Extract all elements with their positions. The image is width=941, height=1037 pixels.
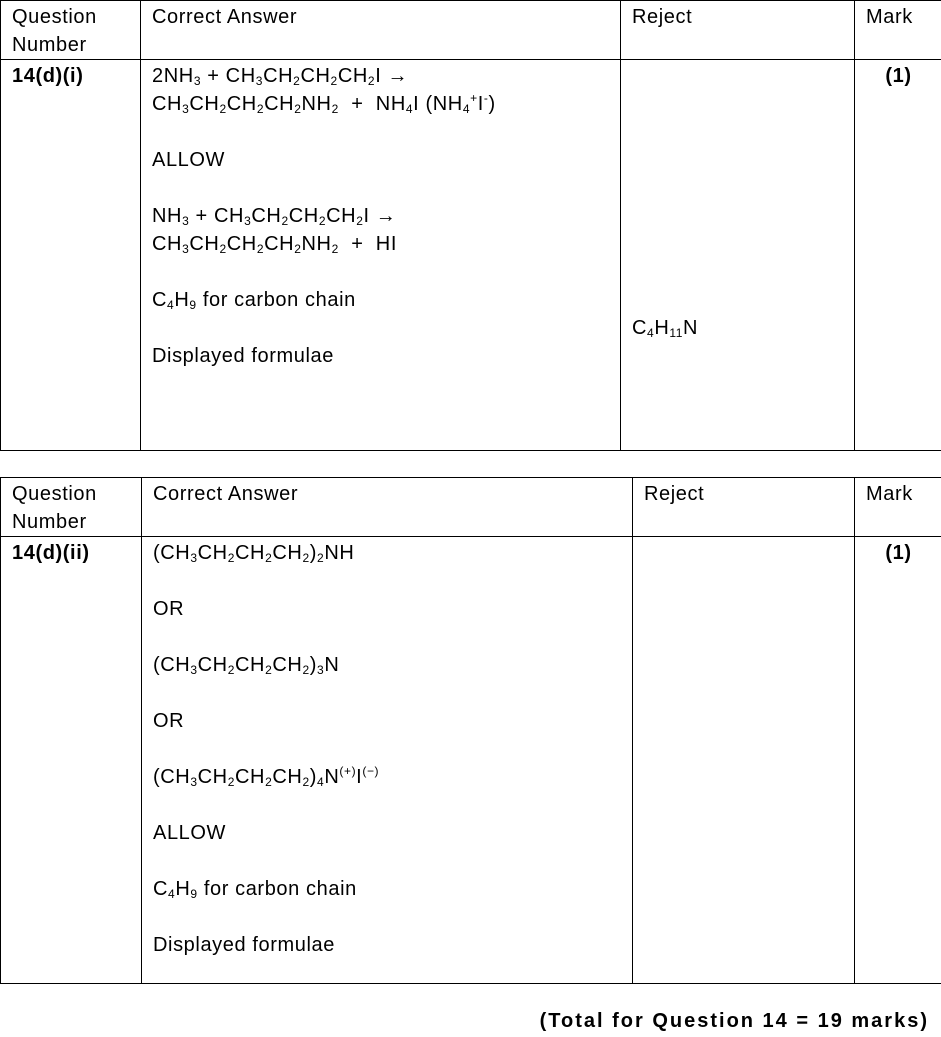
header-question-number: Question Number [1, 1, 141, 60]
header-mark: Mark [855, 478, 941, 537]
header-correct-answer: Correct Answer [142, 478, 633, 537]
answer-row [1, 537, 941, 984]
allow-label: ALLOW [152, 149, 226, 171]
header-question-number: Question Number [1, 478, 142, 537]
equation-1-line-2: $CH_3CH_2CH_2CH_2NH_2 + NH_4I$ $(NH_4^+I^-)$ [152, 91, 496, 116]
mark-scheme-table-ii [0, 477, 941, 984]
equation-2-line-1: $NH_3 + CH_3CH_2CH_2CH_2I$ → [152, 205, 397, 228]
question-number: 14(d)(ii) [1, 537, 142, 984]
or-label: OR [153, 710, 185, 732]
header-correct-answer: Correct Answer [141, 1, 621, 60]
answer-row [1, 60, 941, 451]
reject-cell [633, 537, 855, 984]
equation-1-line-1: $2NH_3 + CH_3CH_2CH_2CH_2I$ → [152, 65, 409, 88]
header-row [1, 1, 941, 60]
c4h9-note: $C_4H_9$ for carbon chain [152, 289, 356, 312]
answer-secondary-amine: $(CH_3CH_2CH_2CH_2)_2NH$ [153, 542, 355, 565]
or-label: OR [153, 598, 185, 620]
mark-value: (1) [855, 60, 941, 451]
answer-quaternary-salt: $(CH_3CH_2CH_2CH_2)_4N^{(+)}I^{(-)}$ [153, 764, 380, 789]
allow-label: ALLOW [153, 822, 227, 844]
header-reject: Reject [633, 478, 855, 537]
header-row [1, 478, 941, 537]
header-reject: Reject [621, 1, 855, 60]
header-mark: Mark [855, 1, 941, 60]
displayed-formulae-note: Displayed formulae [153, 934, 335, 956]
reject-formula: $C_4H_{11}N$ [632, 317, 699, 340]
question-total: (Total for Question 14 = 19 marks) [539, 1010, 929, 1032]
reject-cell [621, 60, 855, 451]
mark-scheme-table-i [0, 0, 941, 451]
correct-answer-cell [141, 60, 621, 451]
displayed-formulae-note: Displayed formulae [152, 345, 334, 367]
answer-tertiary-amine: $(CH_3CH_2CH_2CH_2)_3N$ [153, 654, 340, 677]
equation-2-line-2: $CH_3CH_2CH_2CH_2NH_2$ + HI [152, 233, 397, 256]
mark-value: (1) [855, 537, 941, 984]
correct-answer-cell [142, 537, 633, 984]
question-number: 14(d)(i) [1, 60, 141, 451]
c4h9-note: $C_4H_9$ for carbon chain [153, 878, 357, 901]
